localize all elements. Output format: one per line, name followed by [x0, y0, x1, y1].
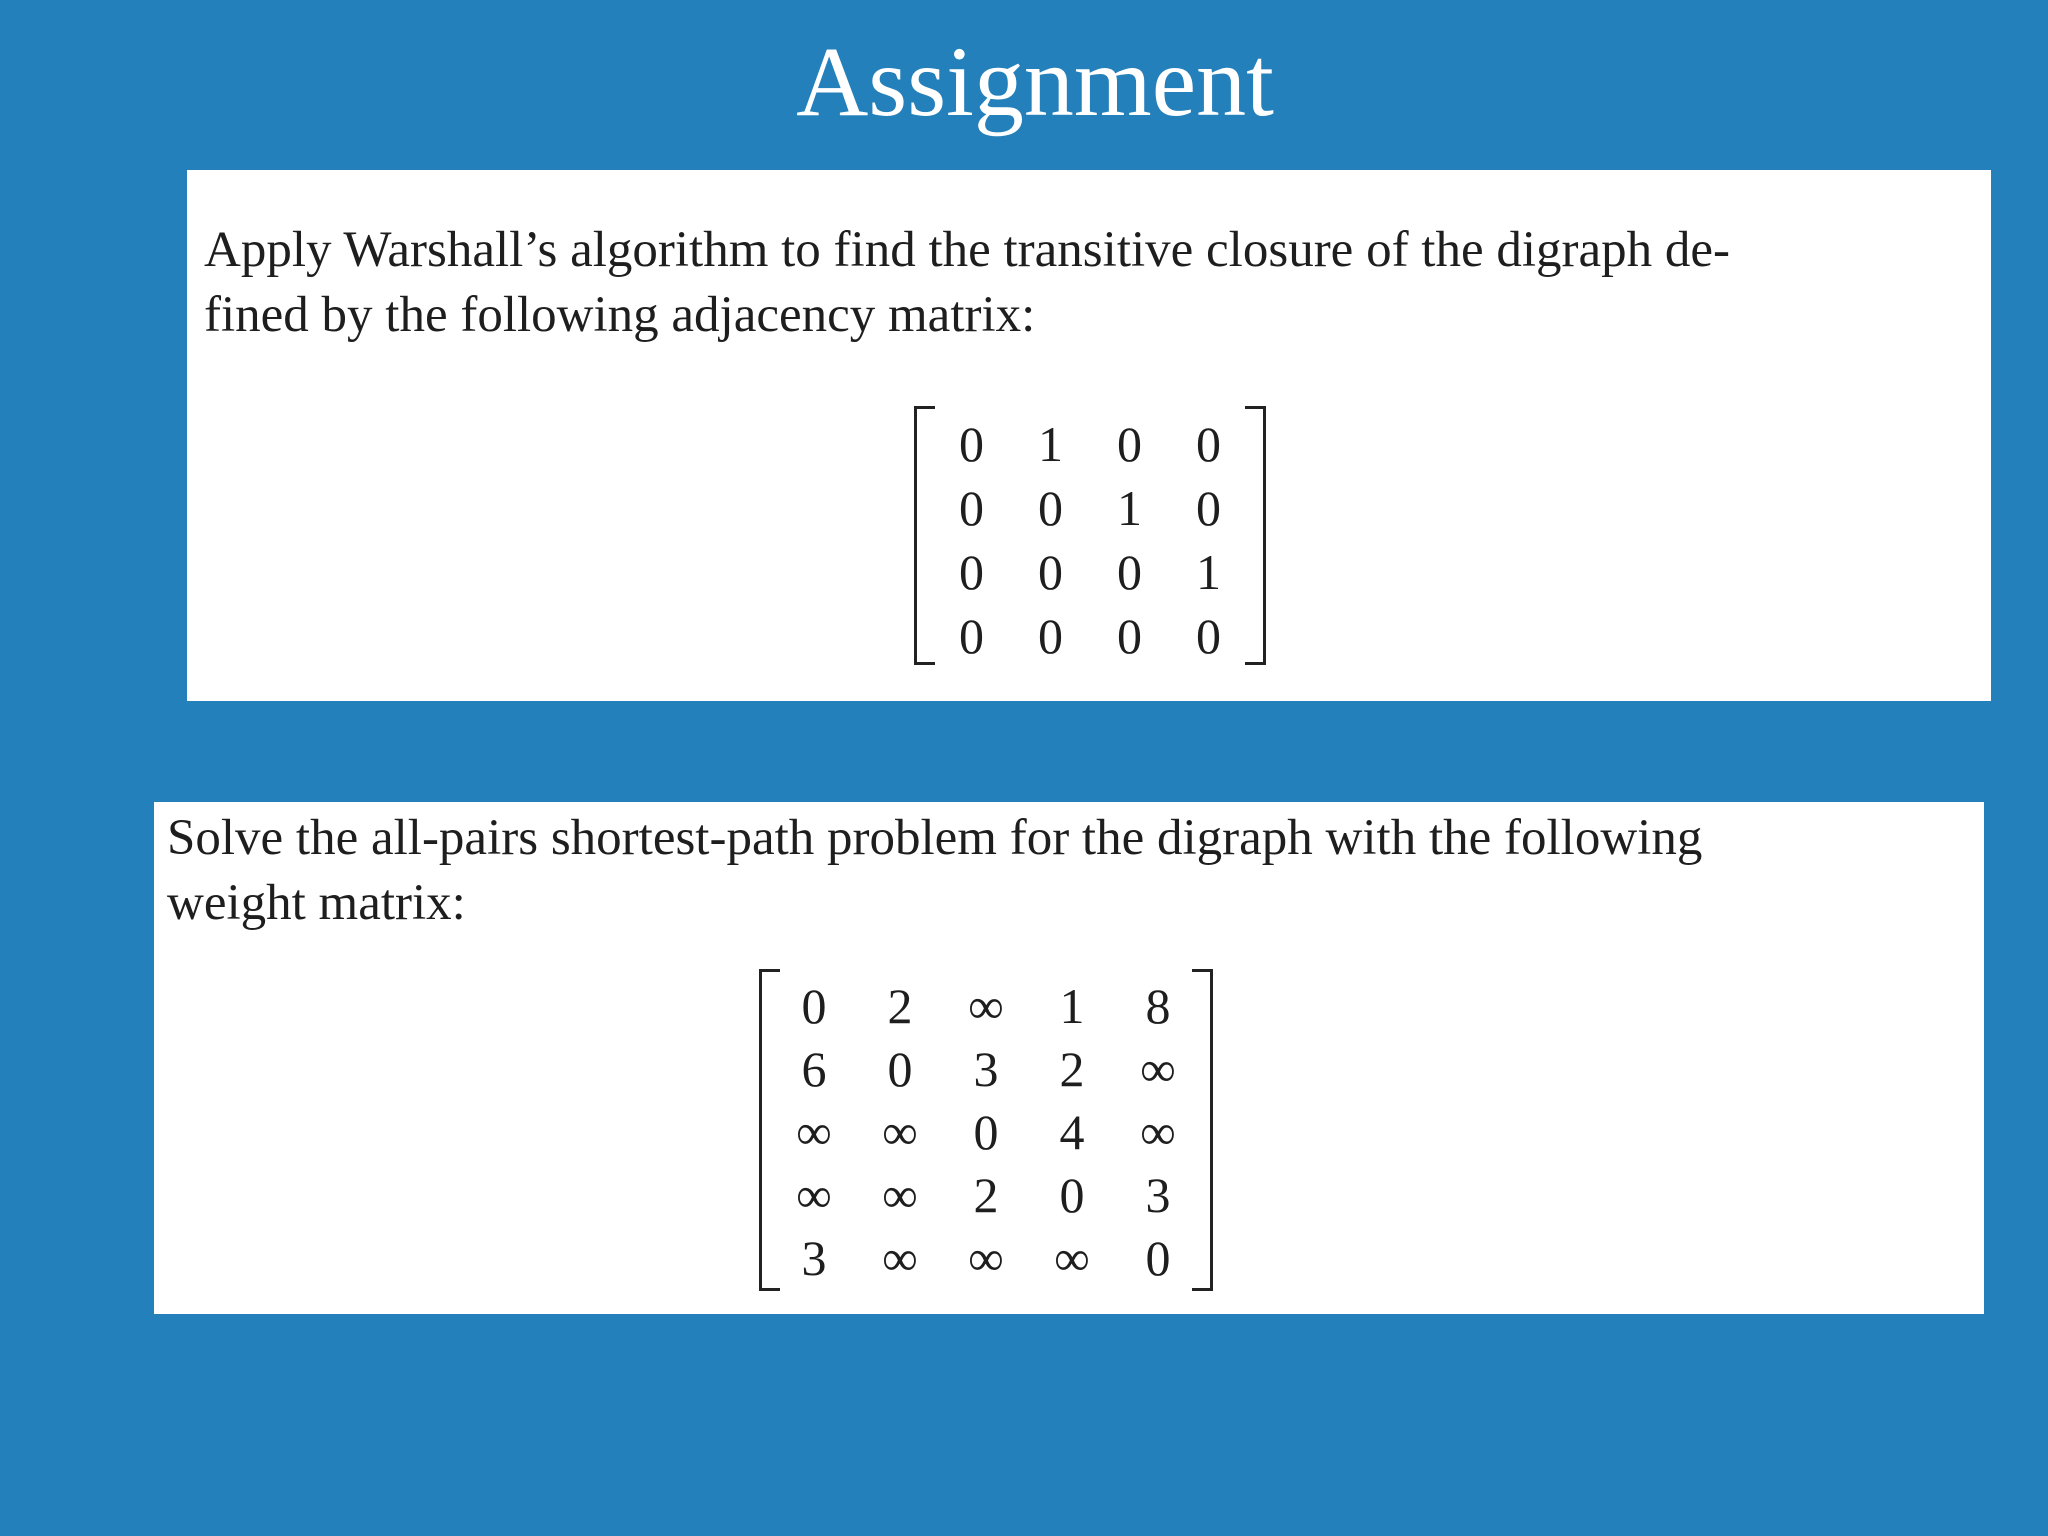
- matrix-cell: 1: [1059, 978, 1085, 1034]
- matrix-cell: 3: [801, 1230, 827, 1286]
- matrix-cell: 0: [1196, 480, 1221, 536]
- matrix-cell: 1: [1196, 544, 1221, 600]
- problem-text-line: fined by the following adjacency matrix:: [204, 287, 1036, 343]
- matrix-cell: 6: [801, 1041, 827, 1097]
- matrix-grid: [771, 975, 1201, 1290]
- weight-matrix: [759, 969, 1213, 1291]
- matrix-cell: 1: [1038, 416, 1063, 472]
- problem-panel-warshall: [187, 170, 1991, 701]
- matrix-cell: 2: [973, 1167, 999, 1223]
- matrix-right-bracket: [1245, 406, 1266, 665]
- matrix-cell: 0: [1196, 608, 1221, 664]
- problem-text-line: Apply Warshall’s algorithm to find the transitive closure of the digraph de-: [204, 222, 1731, 278]
- matrix-cell: 0: [1196, 416, 1221, 472]
- matrix-cell: 0: [959, 416, 984, 472]
- problem-text-line: Solve the all-pairs shortest-path problem for the digraph with the following: [167, 810, 1703, 866]
- matrix-cell: 0: [1117, 608, 1142, 664]
- matrix-cell: 0: [1038, 544, 1063, 600]
- problem-text: [167, 806, 1702, 936]
- matrix-cell: 0: [887, 1041, 913, 1097]
- matrix-cell: 1: [1117, 480, 1142, 536]
- matrix-cell: 4: [1059, 1104, 1085, 1160]
- matrix-cell: 0: [1038, 480, 1063, 536]
- matrix-cell: ∞: [796, 1104, 832, 1160]
- matrix-cell: 0: [973, 1104, 999, 1160]
- matrix-cell: ∞: [796, 1167, 832, 1223]
- matrix-cell: 0: [801, 978, 827, 1034]
- matrix-cell: 2: [887, 978, 913, 1034]
- matrix-cell: 0: [959, 480, 984, 536]
- matrix-cell: 0: [1059, 1167, 1085, 1223]
- matrix-cell: 0: [1038, 608, 1063, 664]
- matrix-cell: 3: [973, 1041, 999, 1097]
- matrix-cell: 0: [959, 544, 984, 600]
- matrix-grid: [932, 412, 1248, 668]
- matrix-cell: 0: [1117, 544, 1142, 600]
- matrix-cell: 0: [959, 608, 984, 664]
- matrix-cell: 3: [1145, 1167, 1171, 1223]
- slide-title: Assignment: [796, 26, 1274, 137]
- adjacency-matrix: [914, 406, 1266, 665]
- matrix-cell: 0: [1117, 416, 1142, 472]
- matrix-cell: ∞: [968, 1230, 1004, 1286]
- matrix-cell: 8: [1145, 978, 1171, 1034]
- matrix-cell: ∞: [882, 1230, 918, 1286]
- matrix-cell: 2: [1059, 1041, 1085, 1097]
- matrix-cell: ∞: [1140, 1104, 1176, 1160]
- matrix-cell: ∞: [1140, 1041, 1176, 1097]
- problem-text: [204, 218, 1730, 348]
- problem-text-line: weight matrix:: [167, 875, 466, 931]
- matrix-cell: ∞: [1054, 1230, 1090, 1286]
- matrix-cell: ∞: [968, 978, 1004, 1034]
- matrix-cell: ∞: [882, 1167, 918, 1223]
- problem-panel-shortest-path: [154, 802, 1984, 1314]
- matrix-cell: ∞: [882, 1104, 918, 1160]
- matrix-cell: 0: [1145, 1230, 1171, 1286]
